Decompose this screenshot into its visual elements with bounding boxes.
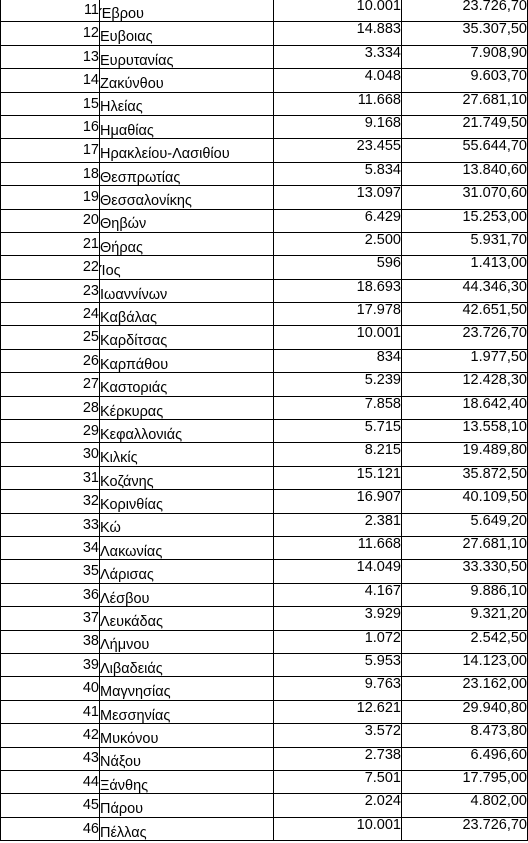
table-row <box>1 209 528 232</box>
value-amount: 7.858 <box>274 396 402 419</box>
value-total: 40.109,50 <box>402 490 528 513</box>
value-total: 19.489,80 <box>402 443 528 466</box>
prefecture-name: Μεσσηνίας <box>100 700 274 723</box>
value-amount: 14.049 <box>274 560 402 583</box>
value-total: 27.681,10 <box>402 536 528 559</box>
table-row <box>1 466 528 489</box>
value-total: 23.726,70 <box>402 0 528 22</box>
value-total: 9.886,10 <box>402 583 528 606</box>
row-number: 23 <box>1 279 100 302</box>
value-amount: 9.763 <box>274 677 402 700</box>
prefecture-name: Καρδίτσας <box>100 326 274 349</box>
prefecture-name: Ζακύνθου <box>100 69 274 92</box>
value-total: 5.931,70 <box>402 232 528 255</box>
table-row <box>1 560 528 583</box>
prefecture-name: Λακωνίας <box>100 536 274 559</box>
value-amount: 10.001 <box>274 326 402 349</box>
row-number: 21 <box>1 232 100 255</box>
table-row <box>1 326 528 349</box>
table-row <box>1 186 528 209</box>
prefecture-name: Κέρκυρας <box>100 396 274 419</box>
value-total: 8.473,80 <box>402 724 528 747</box>
table-row <box>1 303 528 326</box>
value-total: 42.651,50 <box>402 303 528 326</box>
value-amount: 6.429 <box>274 209 402 232</box>
table-row <box>1 794 528 817</box>
prefecture-name: Ιωαννίνων <box>100 279 274 302</box>
value-amount: 4.048 <box>274 69 402 92</box>
prefecture-name: Κιλκίς <box>100 443 274 466</box>
prefecture-name: Ηρακλείου-Λασιθίου <box>100 139 274 162</box>
table-row <box>1 724 528 747</box>
prefecture-name: Λέσβου <box>100 583 274 606</box>
value-amount: 17.978 <box>274 303 402 326</box>
table-row <box>1 770 528 793</box>
row-number: 28 <box>1 396 100 419</box>
row-number: 31 <box>1 466 100 489</box>
prefecture-name: Λάρισας <box>100 560 274 583</box>
row-number: 46 <box>1 817 100 840</box>
value-total: 44.346,30 <box>402 279 528 302</box>
row-number: 19 <box>1 186 100 209</box>
row-number: 32 <box>1 490 100 513</box>
value-total: 7.908,90 <box>402 45 528 68</box>
value-total: 31.070,60 <box>402 186 528 209</box>
row-number: 39 <box>1 653 100 676</box>
value-total: 27.681,10 <box>402 92 528 115</box>
value-amount: 596 <box>274 256 402 279</box>
prefecture-name: Κώ <box>100 513 274 536</box>
value-amount: 11.668 <box>274 536 402 559</box>
row-number: 29 <box>1 420 100 443</box>
row-number: 16 <box>1 115 100 138</box>
row-number: 33 <box>1 513 100 536</box>
row-number: 13 <box>1 45 100 68</box>
row-number: 45 <box>1 794 100 817</box>
table-row <box>1 630 528 653</box>
prefecture-name: Καβάλας <box>100 303 274 326</box>
table-row <box>1 279 528 302</box>
prefecture-name: Ίος <box>100 256 274 279</box>
value-amount: 10.001 <box>274 0 402 22</box>
prefecture-name: Λήμνου <box>100 630 274 653</box>
row-number: 15 <box>1 92 100 115</box>
value-total: 35.307,50 <box>402 22 528 45</box>
row-number: 34 <box>1 536 100 559</box>
table-row <box>1 653 528 676</box>
prefecture-name: Ξάνθης <box>100 770 274 793</box>
row-number: 22 <box>1 256 100 279</box>
prefecture-name: Θηβών <box>100 209 274 232</box>
prefecture-name: Έβρου <box>100 0 274 22</box>
table-row <box>1 92 528 115</box>
value-total: 55.644,70 <box>402 139 528 162</box>
prefecture-name: Κεφαλλονιάς <box>100 420 274 443</box>
value-amount: 13.097 <box>274 186 402 209</box>
prefecture-name: Μαγνησίας <box>100 677 274 700</box>
value-amount: 5.239 <box>274 373 402 396</box>
row-number: 37 <box>1 607 100 630</box>
value-total: 23.726,70 <box>402 817 528 840</box>
prefecture-name: Καρπάθου <box>100 349 274 372</box>
row-number: 25 <box>1 326 100 349</box>
row-number: 40 <box>1 677 100 700</box>
prefecture-name: Θήρας <box>100 232 274 255</box>
value-amount: 2.381 <box>274 513 402 536</box>
prefecture-name: Κορινθίας <box>100 490 274 513</box>
prefecture-name: Νάξου <box>100 747 274 770</box>
row-number: 20 <box>1 209 100 232</box>
value-total: 12.428,30 <box>402 373 528 396</box>
prefecture-name: Θεσσαλονίκης <box>100 186 274 209</box>
prefecture-name: Πέλλας <box>100 817 274 840</box>
value-total: 9.321,20 <box>402 607 528 630</box>
value-amount: 16.907 <box>274 490 402 513</box>
row-number: 17 <box>1 139 100 162</box>
prefecture-name: Ημαθίας <box>100 115 274 138</box>
row-number: 42 <box>1 724 100 747</box>
table-row <box>1 232 528 255</box>
value-amount: 15.121 <box>274 466 402 489</box>
table-row <box>1 349 528 372</box>
table-row <box>1 22 528 45</box>
table-row <box>1 700 528 723</box>
value-total: 18.642,40 <box>402 396 528 419</box>
value-total: 23.162,00 <box>402 677 528 700</box>
value-amount: 2.024 <box>274 794 402 817</box>
value-amount: 11.668 <box>274 92 402 115</box>
table-row <box>1 513 528 536</box>
value-amount: 834 <box>274 349 402 372</box>
row-number: 43 <box>1 747 100 770</box>
value-amount: 5.953 <box>274 653 402 676</box>
value-total: 2.542,50 <box>402 630 528 653</box>
value-total: 5.649,20 <box>402 513 528 536</box>
value-amount: 5.834 <box>274 162 402 185</box>
row-number: 35 <box>1 560 100 583</box>
table-row <box>1 0 528 22</box>
value-amount: 12.621 <box>274 700 402 723</box>
value-total: 29.940,80 <box>402 700 528 723</box>
row-number: 11 <box>1 0 100 22</box>
prefecture-name: Λευκάδας <box>100 607 274 630</box>
value-total: 6.496,60 <box>402 747 528 770</box>
row-number: 44 <box>1 770 100 793</box>
row-number: 41 <box>1 700 100 723</box>
value-amount: 1.072 <box>274 630 402 653</box>
prefecture-name: Κοζάνης <box>100 466 274 489</box>
row-number: 18 <box>1 162 100 185</box>
table-row <box>1 420 528 443</box>
value-total: 1.413,00 <box>402 256 528 279</box>
row-number: 14 <box>1 69 100 92</box>
prefecture-name: Θεσπρωτίας <box>100 162 274 185</box>
value-amount: 7.501 <box>274 770 402 793</box>
table-row <box>1 256 528 279</box>
value-amount: 3.334 <box>274 45 402 68</box>
table-row <box>1 747 528 770</box>
value-total: 13.840,60 <box>402 162 528 185</box>
table-row <box>1 115 528 138</box>
value-total: 23.726,70 <box>402 326 528 349</box>
table-row <box>1 69 528 92</box>
value-amount: 4.167 <box>274 583 402 606</box>
value-total: 15.253,00 <box>402 209 528 232</box>
row-number: 24 <box>1 303 100 326</box>
row-number: 12 <box>1 22 100 45</box>
prefecture-name: Πάρου <box>100 794 274 817</box>
value-amount: 14.883 <box>274 22 402 45</box>
value-amount: 10.001 <box>274 817 402 840</box>
prefecture-name: Ευρυτανίας <box>100 45 274 68</box>
value-amount: 2.500 <box>274 232 402 255</box>
table-row <box>1 583 528 606</box>
prefecture-name: Καστοριάς <box>100 373 274 396</box>
table-row <box>1 443 528 466</box>
value-amount: 9.168 <box>274 115 402 138</box>
table-row <box>1 677 528 700</box>
row-number: 30 <box>1 443 100 466</box>
table-row <box>1 373 528 396</box>
table-body <box>1 0 528 841</box>
row-number: 36 <box>1 583 100 606</box>
table-row <box>1 396 528 419</box>
value-total: 14.123,00 <box>402 653 528 676</box>
prefecture-name: Ευβοιας <box>100 22 274 45</box>
row-number: 38 <box>1 630 100 653</box>
value-amount: 8.215 <box>274 443 402 466</box>
value-total: 4.802,00 <box>402 794 528 817</box>
value-amount: 3.929 <box>274 607 402 630</box>
row-number: 26 <box>1 349 100 372</box>
value-amount: 3.572 <box>274 724 402 747</box>
value-total: 1.977,50 <box>402 349 528 372</box>
table-row <box>1 45 528 68</box>
value-total: 9.603,70 <box>402 69 528 92</box>
value-total: 33.330,50 <box>402 560 528 583</box>
table-row <box>1 139 528 162</box>
table-row <box>1 490 528 513</box>
value-total: 21.749,50 <box>402 115 528 138</box>
value-amount: 5.715 <box>274 420 402 443</box>
prefecture-name: Ηλείας <box>100 92 274 115</box>
value-total: 35.872,50 <box>402 466 528 489</box>
value-total: 17.795,00 <box>402 770 528 793</box>
prefecture-name: Λιβαδειάς <box>100 653 274 676</box>
table-row <box>1 536 528 559</box>
table-row <box>1 162 528 185</box>
table-row <box>1 607 528 630</box>
value-amount: 2.738 <box>274 747 402 770</box>
table-row <box>1 817 528 840</box>
value-total: 13.558,10 <box>402 420 528 443</box>
value-amount: 18.693 <box>274 279 402 302</box>
prefecture-name: Μυκόνου <box>100 724 274 747</box>
value-amount: 23.455 <box>274 139 402 162</box>
row-number: 27 <box>1 373 100 396</box>
